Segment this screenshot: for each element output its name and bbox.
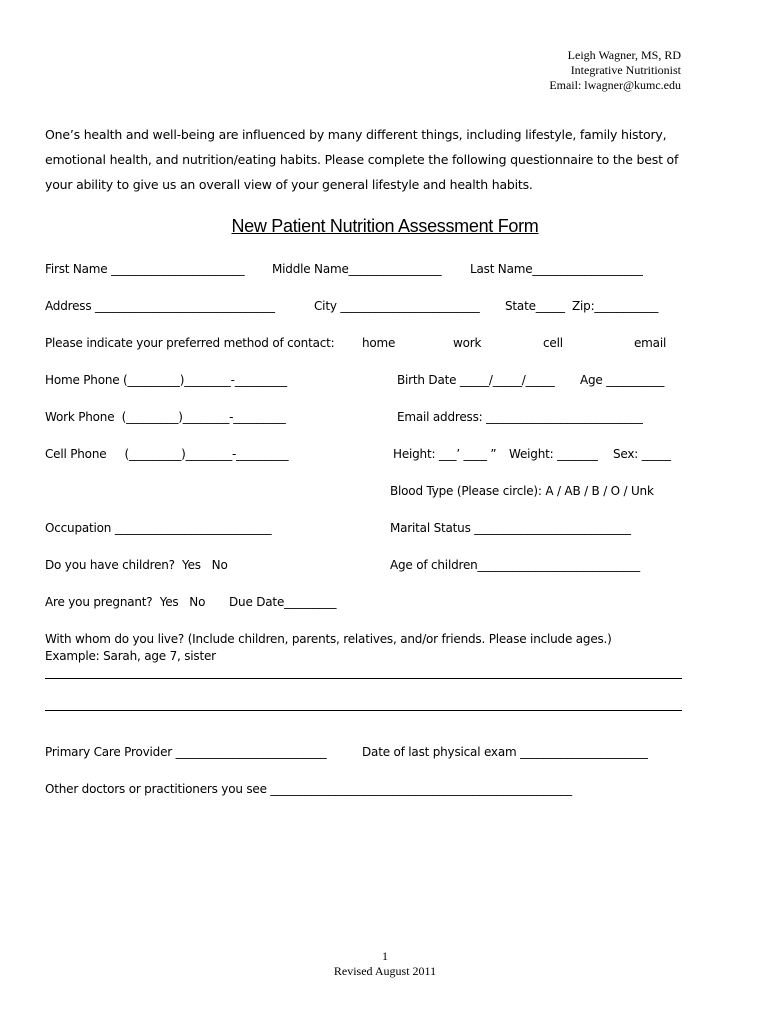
sex-field[interactable]: Sex: _____ (613, 447, 671, 461)
blood-type-field[interactable]: Blood Type (Please circle): A / AB / B / O / Unk (390, 484, 654, 498)
age-of-children-field[interactable]: Age of children____________________________ (390, 558, 640, 572)
live-with-answer-line-1[interactable] (45, 678, 682, 679)
last-physical-field[interactable]: Date of last physical exam ______________________ (362, 745, 648, 759)
revised-date: Revised August 2011 (333, 964, 437, 978)
contact-option-home[interactable]: home (362, 336, 396, 350)
weight-field[interactable]: Weight: _______ (509, 447, 598, 461)
page-number: 1 (382, 949, 388, 963)
provider-name: Leigh Wagner, MS, RD (567, 48, 681, 62)
middle-name-field[interactable]: Middle Name________________ (272, 262, 442, 276)
address-field[interactable]: Address _______________________________ (45, 299, 275, 313)
form-title: New Patient Nutrition Assessment Form (231, 216, 539, 236)
provider-email: Email: lwagner@kumc.edu (549, 78, 681, 92)
home-phone-field[interactable]: Home Phone (_________)________-_________ (45, 373, 287, 387)
age-field[interactable]: Age __________ (580, 373, 665, 387)
marital-status-field[interactable]: Marital Status ___________________________ (390, 521, 631, 535)
birth-date-field[interactable]: Birth Date _____/_____/_____ (397, 373, 555, 387)
first-name-field[interactable]: First Name _______________________ (45, 262, 245, 276)
city-field[interactable]: City ________________________ (314, 299, 480, 313)
state-field[interactable]: State_____ (505, 299, 565, 313)
live-with-question: With whom do you live? (Include children, parents, relatives, and/or friends. Please include ages.) (45, 632, 612, 646)
email-address-field[interactable]: Email address: ___________________________ (397, 410, 643, 424)
contact-option-cell[interactable]: cell (543, 336, 563, 350)
zip-field[interactable]: Zip:___________ (572, 299, 659, 313)
children-question[interactable]: Do you have children? Yes No (45, 558, 228, 572)
contact-option-work[interactable]: work (453, 336, 482, 350)
due-date-field[interactable]: Due Date_________ (229, 595, 337, 609)
provider-role: Integrative Nutritionist (570, 63, 681, 77)
work-phone-field[interactable]: Work Phone (_________)________-_________ (45, 410, 286, 424)
intro-paragraph: One’s health and well-being are influenced by many different things, including lifestyle, family history, emotional health, and nutrition/eating habits. Please complete the following questionnaire to the best of your ability to give us an overall view of your general lifestyle and health habits. (45, 127, 679, 192)
occupation-field[interactable]: Occupation ___________________________ (45, 521, 272, 535)
other-doctors-field[interactable]: Other doctors or practitioners you see ____________________________________________________ (45, 782, 572, 796)
cell-phone-field[interactable]: Cell Phone (_________)________-_________ (45, 447, 289, 461)
last-name-field[interactable]: Last Name___________________ (470, 262, 643, 276)
pregnant-question[interactable]: Are you pregnant? Yes No (45, 595, 206, 609)
contact-prompt: Please indicate your preferred method of contact: (45, 336, 335, 350)
live-with-answer-line-2[interactable] (45, 710, 682, 711)
height-field[interactable]: Height: ___’ ____ ” (393, 447, 497, 461)
live-with-example: Example: Sarah, age 7, sister (45, 649, 216, 663)
primary-care-provider-field[interactable]: Primary Care Provider __________________________ (45, 745, 327, 759)
contact-option-email[interactable]: email (634, 336, 667, 350)
